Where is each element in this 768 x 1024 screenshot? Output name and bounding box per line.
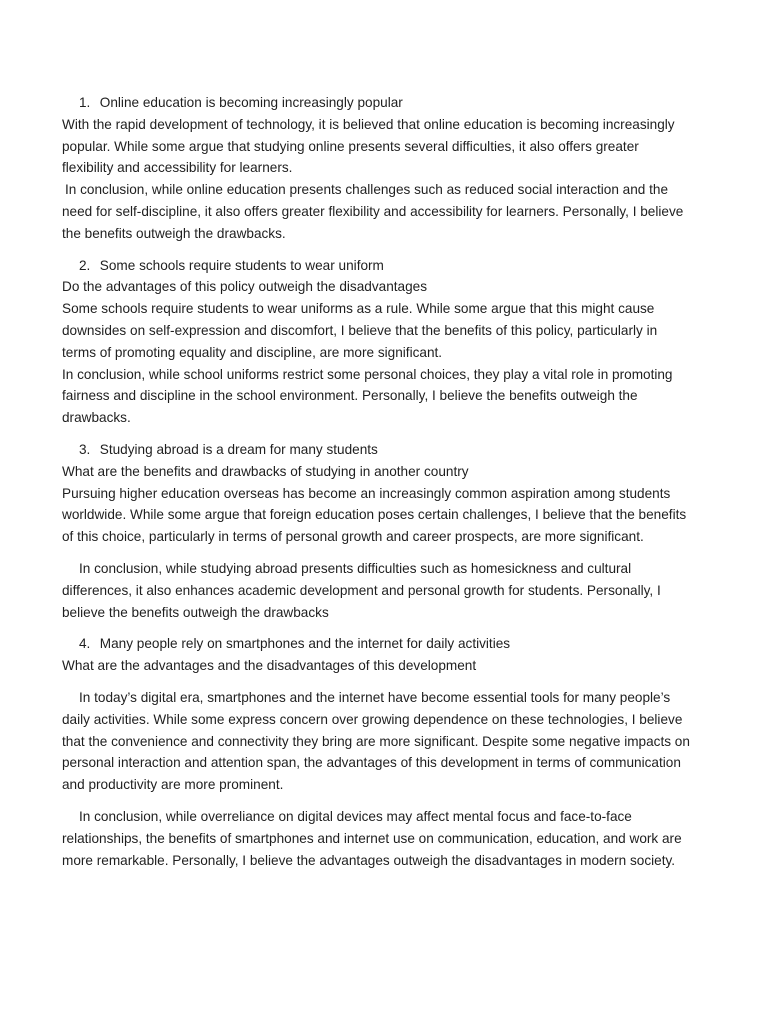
document-page — [62, 92, 692, 881]
section-heading — [62, 255, 692, 277]
section-title: Studying abroad is a dream for many students — [99, 441, 378, 457]
list-number: 1. — [79, 95, 91, 110]
section-title: Online education is becoming increasingly popular — [99, 95, 403, 110]
section-heading — [62, 92, 692, 114]
introduction-paragraph: In today’s digital era, smartphones and the internet have become essential tools for many people’s daily activities. While some express concern over growing dependence on these technologies, I believe that the convenience and connectivity they bring are more significant. Despite some negative impacts on personal interaction and attention span, the advantages of this development in terms of communication and productivity are more prominent. — [62, 689, 690, 793]
essay-section-3 — [62, 439, 692, 623]
section-title: Many people rely on smartphones and the internet for daily activities — [99, 636, 511, 652]
section-title: Some schools require students to wear uniform — [99, 257, 384, 273]
introduction-paragraph: Some schools require students to wear uniforms as a rule. While some argue that this might cause downsides on self-expression and discomfort, I believe that the benefits of this policy, particularly in terms of promoting equality and discipline, are more significant. — [62, 301, 658, 360]
question-line: What are the advantages and the disadvantages of this development — [62, 658, 477, 674]
conclusion-paragraph: In conclusion, while studying abroad presents difficulties such as homesickness and cultural differences, it also enhances academic development and personal growth for students. Personally, I believe the benefits outweigh the drawbacks — [62, 560, 661, 620]
introduction-paragraph: With the rapid development of technology, it is believed that online education is becoming increasingly popular. While some argue that studying online presents several difficulties, it also offers greater flexibility and accessibility for learners. — [62, 116, 675, 176]
essay-section-4 — [62, 633, 692, 871]
section-heading — [62, 633, 692, 655]
question-line: What are the benefits and drawbacks of studying in another country — [62, 463, 469, 479]
list-number: 3. — [79, 441, 91, 457]
essay-section-1 — [62, 92, 692, 245]
conclusion-paragraph: In conclusion, while online education presents challenges such as reduced social interaction and the need for self-discipline, it also offers greater flexibility and accessibility for learners. Personally, I believe the benefits outweigh the drawbacks. — [62, 182, 684, 241]
section-heading — [62, 439, 692, 461]
list-number: 4. — [79, 636, 91, 652]
question-line: Do the advantages of this policy outweigh the disadvantages — [62, 279, 428, 295]
conclusion-paragraph: In conclusion, while overreliance on digital devices may affect mental focus and face-to-face relationships, the benefits of smartphones and internet use on communication, education, and work are more remarkable. Personally, I believe the advantages outweigh the disadvantages in modern society. — [62, 808, 682, 868]
essay-section-2 — [62, 255, 692, 429]
introduction-paragraph: Pursuing higher education overseas has become an increasingly common aspiration among students worldwide. While some argue that foreign education poses certain challenges, I believe that the benefits of this choice, particularly in terms of personal growth and career prospects, are more significant. — [62, 485, 687, 545]
list-number: 2. — [79, 257, 91, 273]
conclusion-paragraph: In conclusion, while school uniforms restrict some personal choices, they play a vital role in promoting fairness and discipline in the school environment. Personally, I believe the benefits outweigh the drawbacks. — [62, 366, 673, 426]
